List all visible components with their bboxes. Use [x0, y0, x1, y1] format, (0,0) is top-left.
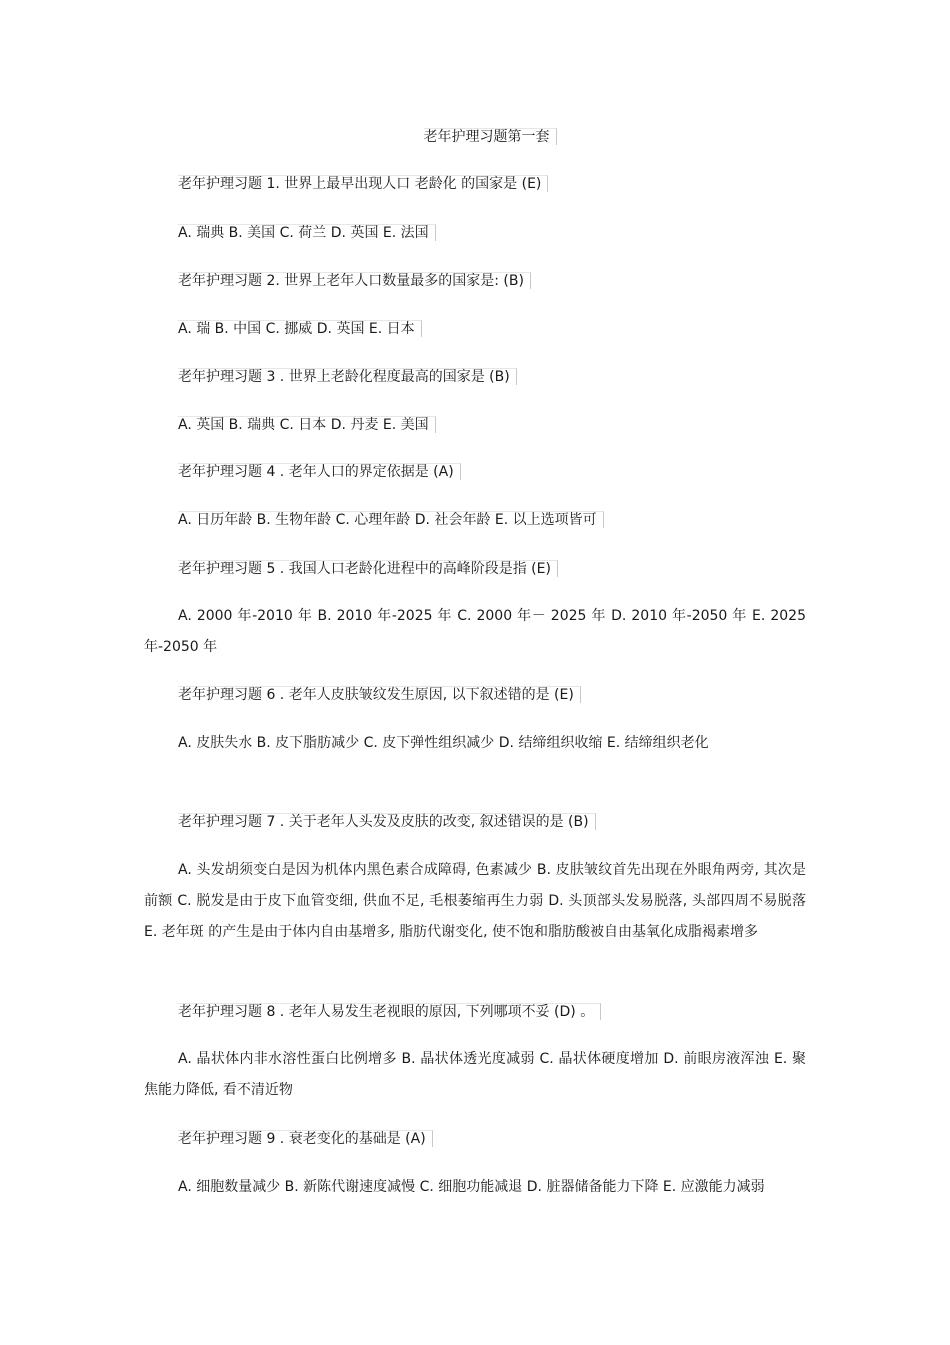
question-9: [178, 1130, 433, 1148]
options-9: A. 细胞数量减少 B. 新陈代谢速度减慢 C. 细胞功能减退 D. 脏器储备能力下降 E. 应激能力减弱: [178, 1179, 765, 1195]
options-7: A. 头发胡须变白是因为机体内黑色素合成障碍, 色素减少 B. 皮肤皱纹首先出现在外眼角两旁, 其次是前额 C. 脱发是由于皮下血管变细, 供血不足, 毛根萎缩再生力弱 D. 头顶部头发易脱落, 头部四周不易脱落 E. 老年斑 的产生是由于体内自由基增多, 脂肪代谢变化, 使不饱和脂肪酸被自由基氧化成脂褐素增多: [144, 862, 806, 940]
question-7: [178, 813, 596, 831]
question-2: [178, 272, 531, 290]
options-4: [178, 511, 604, 529]
question-1: [178, 175, 548, 193]
question-4: [178, 463, 461, 481]
question-3: [178, 368, 517, 386]
options-text: A. 日历年龄 B. 生物年龄 C. 心理年龄 D. 社会年龄 E. 以上选项皆可: [178, 511, 604, 528]
question-text: 老年护理习题 7 . 关于老年人头发及皮肤的改变, 叙述错误的是 (B): [178, 813, 596, 830]
options-3: [178, 416, 436, 434]
options-text: A. 瑞 B. 中国 C. 挪威 D. 英国 E. 日本: [178, 320, 422, 337]
question-text: 老年护理习题 5 . 我国人口老龄化进程中的高峰阶段是指 (E): [178, 560, 558, 577]
question-text: 老年护理习题 3 . 世界上老龄化程度最高的国家是 (B): [178, 368, 517, 385]
title-text: 老年护理习题第一套: [424, 128, 557, 145]
options-2: [178, 320, 422, 338]
options-5: A. 2000 年-2010 年 B. 2010 年-2025 年 C. 2000 年－ 2025 年 D. 2010 年-2050 年 E. 2025 年-2050 年: [144, 608, 806, 655]
options-text: A. 瑞典 B. 美国 C. 荷兰 D. 英国 E. 法国: [178, 224, 436, 241]
question-6: [178, 686, 581, 704]
question-text: 老年护理习题 8 . 老年人易发生老视眼的原因, 下列哪项不妥 (D) 。: [178, 1003, 601, 1020]
document-title: [0, 128, 950, 146]
question-text: 老年护理习题 1. 世界上最早出现人口 老龄化 的国家是 (E): [178, 175, 548, 192]
question-5: [178, 560, 558, 578]
question-text: 老年护理习题 9 . 衰老变化的基础是 (A): [178, 1130, 433, 1147]
question-text: 老年护理习题 6 . 老年人皮肤皱纹发生原因, 以下叙述错的是 (E): [178, 686, 581, 703]
question-8: [178, 1003, 601, 1021]
options-8: A. 晶状体内非水溶性蛋白比例增多 B. 晶状体透光度减弱 C. 晶状体硬度增加 D. 前眼房液浑浊 E. 聚焦能力降低, 看不清近物: [144, 1051, 806, 1098]
options-text: A. 英国 B. 瑞典 C. 日本 D. 丹麦 E. 美国: [178, 416, 436, 433]
options-1: [178, 224, 436, 242]
question-text: 老年护理习题 4 . 老年人口的界定依据是 (A): [178, 463, 461, 480]
options-6: A. 皮肤失水 B. 皮下脂肪减少 C. 皮下弹性组织减少 D. 结缔组织收缩 E. 结缔组织老化: [178, 735, 709, 751]
question-text: 老年护理习题 2. 世界上老年人口数量最多的国家是: (B): [178, 272, 531, 289]
